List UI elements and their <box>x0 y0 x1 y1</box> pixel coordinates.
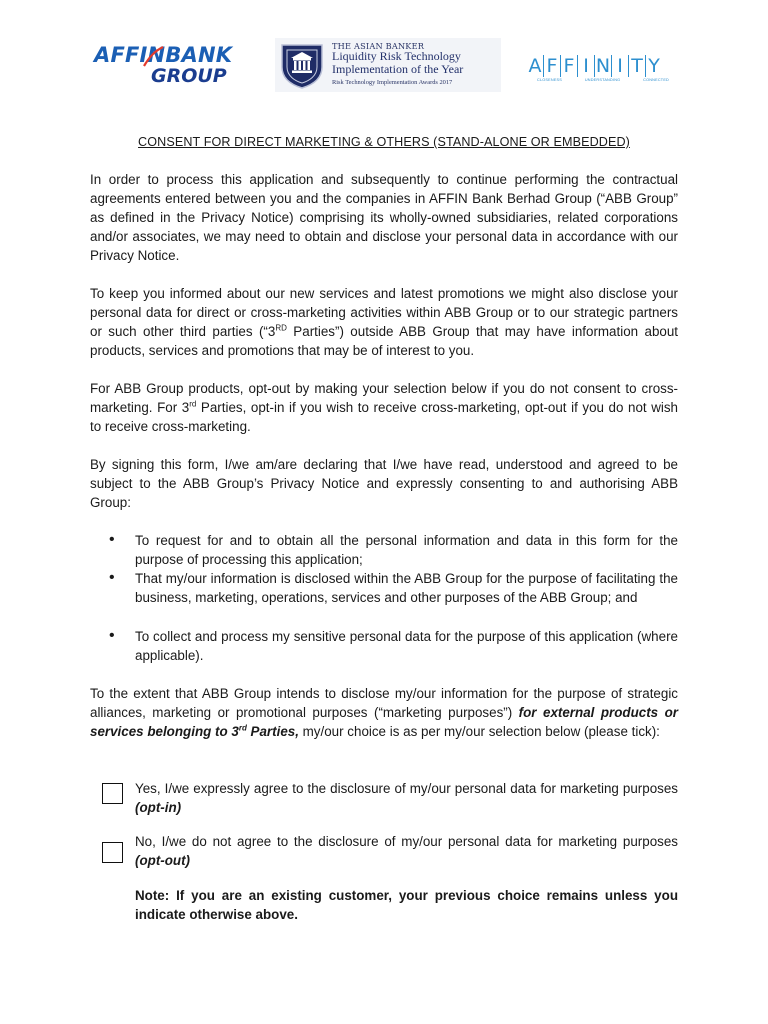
existing-customer-note: Note: If you are an existing customer, your previous choice remains unless you indicate otherwise above. <box>135 888 678 922</box>
affinity-tag: CLOSENESS <box>537 78 563 82</box>
opt-in-label: (opt-in) <box>135 800 182 815</box>
bullet-icon: • <box>109 627 115 644</box>
superscript-rd: rd <box>189 399 197 409</box>
affinity-logo <box>527 55 675 87</box>
paragraph-opt-part1: For ABB Group products, opt-out by making your selection below if you do not consent to cross-marketing. For 3 <box>90 381 678 415</box>
paragraph-declaration: By signing this form, I/we am/are declaring that I/we have read, understood and agreed to be subject to the ABB Group’s Privacy Notice and expressly consenting to and authorising ABB Group: <box>90 457 678 510</box>
affin-swoosh-icon <box>142 46 164 68</box>
document-title: CONSENT FOR DIRECT MARKETING & OTHERS (STAND-ALONE OR EMBEDDED) <box>138 135 630 149</box>
superscript-rd: RD <box>275 323 287 333</box>
affinity-tag: UNDERSTANDING <box>584 78 621 82</box>
award-line2: Liquidity Risk Technology <box>332 49 461 63</box>
affinity-letter: F <box>561 55 578 77</box>
opt-in-text: Yes, I/we expressly agree to the disclosure of my/our personal data for marketing purposes <box>135 781 678 796</box>
bullet-item: To request for and to obtain all the personal information and data in this form for the purpose of processing this application; <box>135 533 678 567</box>
affinity-letter: T <box>629 55 646 77</box>
affinity-letter: A <box>527 55 544 77</box>
affin-logo-top <box>94 44 250 66</box>
paragraph-marketing-part2: Parties”) outside ABB Group that may have information about products, services and promotions that may be of interest to you. <box>90 324 679 358</box>
affin-logo-word3: GROUP <box>151 65 227 87</box>
paragraph-intro: In order to process this application and subsequently to continue performing the contractual agreements entered between you and the companies in AFFIN Bank Berhad Group (“ABB Group” as defined in the Privacy Notice) comprising its wholly-owned subsidiaries, related corporations and/or associates, we may need to obtain and disclose your personal data in accordance with our Privacy Notice. <box>90 172 678 263</box>
opt-out-checkbox[interactable] <box>102 842 123 863</box>
opt-out-text: No, I/we do not agree to the disclosure of my/our personal data for marketing purposes <box>135 834 678 849</box>
affin-logo-word1: AFFIN <box>94 43 166 67</box>
paragraph-selection <box>90 684 678 741</box>
bullet-item: To collect and process my sensitive personal data for the purpose of this application (where applicable). <box>135 629 678 663</box>
award-seal-icon <box>278 41 326 89</box>
affinity-letter: F <box>544 55 561 77</box>
emphasis-part2: Parties, <box>246 724 299 739</box>
affinity-letters <box>527 55 675 77</box>
opt-out-label: (opt-out) <box>135 853 191 868</box>
affinity-tag: CONNECTED <box>643 78 669 82</box>
opt-in-checkbox[interactable] <box>102 783 123 804</box>
asian-banker-award-badge <box>275 38 501 92</box>
bullet-icon: • <box>109 569 115 586</box>
affin-bank-group-logo <box>94 44 250 90</box>
bullet-icon: • <box>109 531 115 548</box>
opt-in-option <box>135 779 678 817</box>
superscript-rd: rd <box>238 723 247 733</box>
bullet-item: That my/our information is disclosed within the ABB Group for the purpose of facilitating the business, marketing, operations, services and other purposes of the ABB Group; and <box>135 571 678 605</box>
opt-out-option <box>135 832 678 870</box>
affinity-tagline <box>527 77 675 82</box>
affinity-letter: I <box>612 55 629 77</box>
paragraph-selection-part2: my/our choice is as per my/our selection below (please tick): <box>298 724 660 739</box>
affinity-letter: I <box>578 55 595 77</box>
paragraph-opt-part2: Parties, opt-in if you wish to receive cross-marketing, opt-out if you do not wish to receive cross-marketing. <box>90 400 678 434</box>
award-line4: Risk Technology Implementation Awards 2017 <box>332 79 453 86</box>
paragraph-opt-instructions <box>90 379 678 436</box>
award-line3: Implementation of the Year <box>332 62 464 76</box>
affinity-letter: Y <box>648 55 660 77</box>
affinity-letter: N <box>595 55 611 77</box>
paragraph-selection-part1: To the extent that ABB Group intends to disclose my/our information for the purpose of strategic alliances, marketing or promotional purposes (“marketing purposes”) <box>90 686 678 720</box>
affin-logo-word2: BANK <box>165 43 233 67</box>
paragraph-marketing <box>90 284 678 360</box>
emphasis-part1: for external products or services belonging to 3 <box>90 705 678 739</box>
award-line1: THE ASIAN BANKER <box>332 41 425 51</box>
paragraph-marketing-part1: To keep you informed about our new services and latest promotions we might also disclose your personal data for direct or cross-marketing activities within ABB Group or to our strategic partners or such other third parties (“3 <box>90 286 678 339</box>
